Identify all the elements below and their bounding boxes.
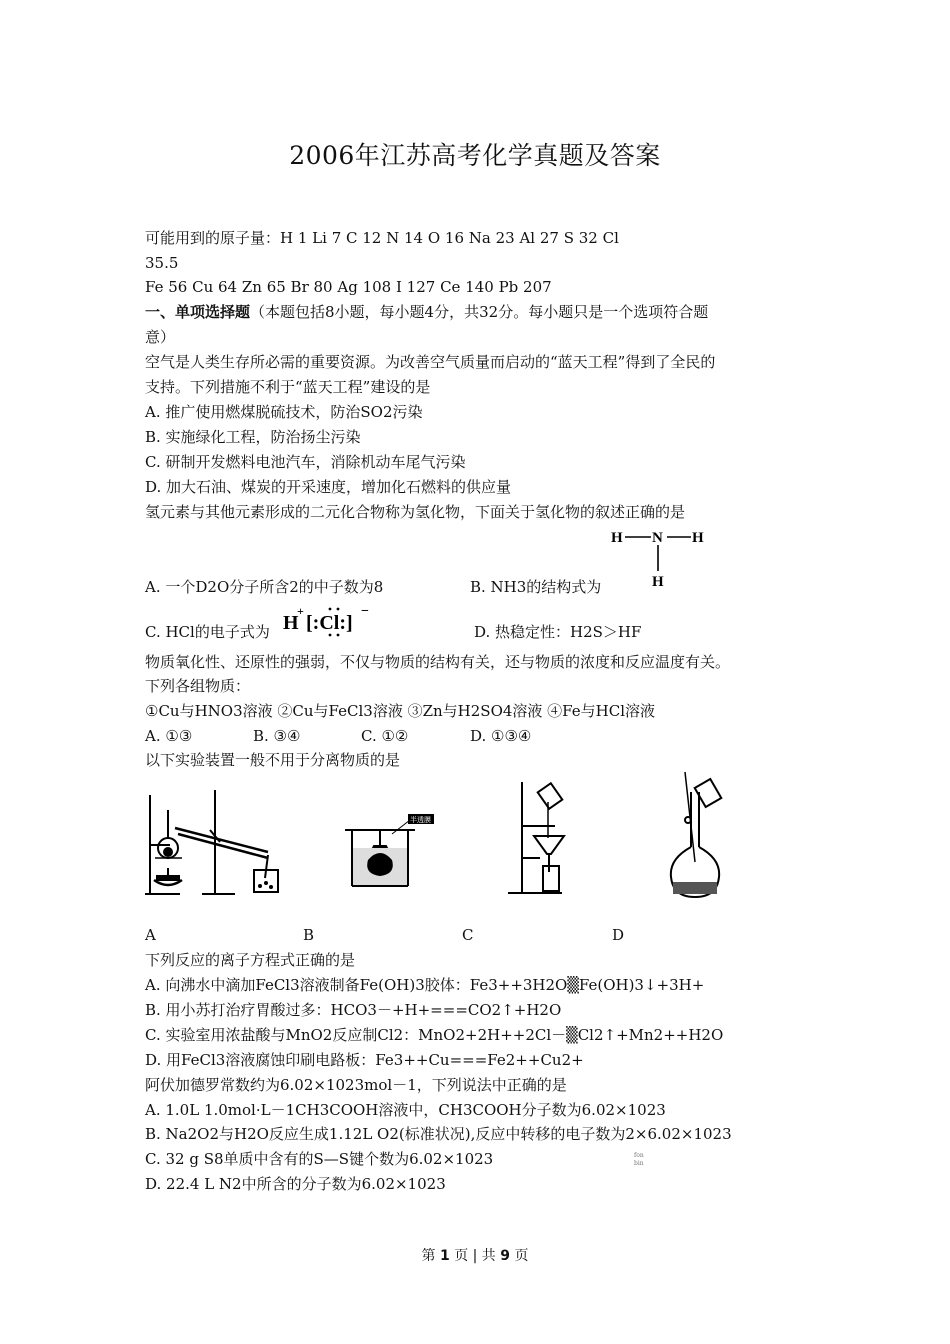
nh3-atom-h-right: H [692,530,704,546]
apparatus-label-d: D [612,926,625,944]
q2-option-a: A. 一个D2O分子所含2的中子数为8 [145,578,384,596]
footer-total-pages: 9 [500,1248,511,1264]
nh3-atom-n: N [652,530,663,546]
atomic-masses-line2: Fe 56 Cu 64 Zn 65 Br 80 Ag 108 I 127 Ce 140 Pb 207 [145,278,552,296]
q5-option-a: A. 向沸水中滴加FeCl3溶液制备Fe(OH)3胶体：Fe3++3H2O▒Fe(OH)3↓+3H+ [145,976,705,994]
hcl-dot [337,634,340,637]
q1-stem-1: 空气是人类生存所必需的重要资源。为改善空气质量而启动的“蓝天工程”得到了全民的 [145,353,716,371]
q3-option-b: B. ③④ [253,727,301,745]
hcl-h: H [283,612,299,634]
q3-items: ①Cu与HNO3溶液 ②Cu与FeCl3溶液 ③Zn与H2SO4溶液 ④Fe与HCl溶液 [145,702,656,720]
apparatus-label-b: B [303,926,315,944]
atomic-masses-line1b: 35.5 [145,254,179,272]
nh3-atom-h-bottom: H [652,574,664,590]
q5-option-d: D. 用FeCl3溶液腐蚀印刷电路板：Fe3++Cu===Fe2++Cu2+ [145,1051,584,1069]
apparatus-label-c: C [462,926,474,944]
q2-option-b: B. NH3的结构式为 [470,578,602,596]
footer-page-number: 1 [439,1248,450,1264]
hcl-dot [337,608,340,611]
apparatus-c-filtration [500,772,580,897]
q1-stem-2: 支持。下列措施不利于“蓝天工程”建设的是 [145,378,431,396]
nh3-atom-h-left: H [611,530,623,546]
q6-option-b: B. Na2O2与H2O反应生成1.12L O2(标准状况),反应中转移的电子数为2×6.02×1023 [145,1125,732,1143]
hcl-minus: − [361,604,369,619]
q1-option-a: A. 推广使用燃煤脱硫技术，防治SO2污染 [145,403,423,421]
nh3-structural-formula [605,526,715,590]
q1-option-c: C. 研制开发燃料电池汽车，消除机动车尾气污染 [145,453,466,471]
page-footer [0,1245,950,1265]
hcl-cl: [:Cl:] [306,612,353,634]
tiny-mark-2: bin [634,1160,644,1167]
q3-option-d: D. ①③④ [470,727,532,745]
q3-stem-2: 下列各组物质： [145,677,251,695]
q2-option-c: C. HCl的电子式为 [145,623,270,641]
apparatus-d-volumetric-flask [655,772,735,902]
q5-option-b: B. 用小苏打治疗胃酸过多：HCO3－+H+===CO2↑+H2O [145,1001,562,1019]
section-desc-2: 意） [145,328,176,346]
hcl-dot [329,634,332,637]
q3-stem-1: 物质氧化性、还原性的强弱，不仅与物质的结构有关，还与物质的浓度和反应温度有关。 [145,653,731,671]
membrane-label: 半透膜 [410,816,431,824]
footer-mid: 页 | 共 [454,1248,496,1264]
q6-stem: 阿伏加德罗常数约为6.02×1023mol－1，下列说法中正确的是 [145,1076,567,1094]
q1-option-d: D. 加大石油、煤炭的开采速度，增加化石燃料的供应量 [145,478,512,496]
q6-option-a: A. 1.0L 1.0mol·L－1CH3COOH溶液中，CH3COOH分子数为6.02×1023 [145,1101,666,1119]
tiny-mark-1: fon [634,1152,644,1159]
page-title: 2006年江苏高考化学真题及答案 [289,141,661,170]
section-heading: 一、单项选择题 [145,303,251,321]
q6-option-c: C. 32 g S8单质中含有的S—S键个数为6.02×1023 [145,1150,494,1168]
footer-suffix: 页 [514,1248,529,1264]
apparatus-a-distillation [140,790,295,900]
hcl-plus: + [297,604,304,618]
q1-option-b: B. 实施绿化工程，防治扬尘污染 [145,428,361,446]
q3-option-c: C. ①② [361,727,409,745]
q2-option-d: D. 热稳定性：H2S＞HF [474,623,642,641]
footer-prefix: 第 [421,1248,436,1264]
q6-option-d: D. 22.4 L N2中所含的分子数为6.02×1023 [145,1175,446,1193]
q5-stem: 下列反应的离子方程式正确的是 [145,951,356,969]
q5-option-c: C. 实验室用浓盐酸与MnO2反应制Cl2：MnO2+2H++2Cl－▒Cl2↑+Mn2++H2O [145,1026,724,1044]
q3-option-a: A. ①③ [145,727,193,745]
atomic-masses-line1: 可能用到的原子量：H 1 Li 7 C 12 N 14 O 16 Na 23 Al 27 S 32 Cl [145,229,619,247]
apparatus-b-dialysis [340,810,435,890]
q4-stem: 以下实验装置一般不用于分离物质的是 [145,751,401,769]
section-desc: （本题包括8小题，每小题4分，共32分。每小题只是一个选项符合题 [250,303,709,321]
hcl-dot [329,608,332,611]
hcl-electron-formula [282,601,374,639]
apparatus-label-a: A [145,926,156,944]
section-heading-line [145,302,708,322]
q2-stem: 氢元素与其他元素形成的二元化合物称为氢化物，下面关于氢化物的叙述正确的是 [145,503,686,521]
